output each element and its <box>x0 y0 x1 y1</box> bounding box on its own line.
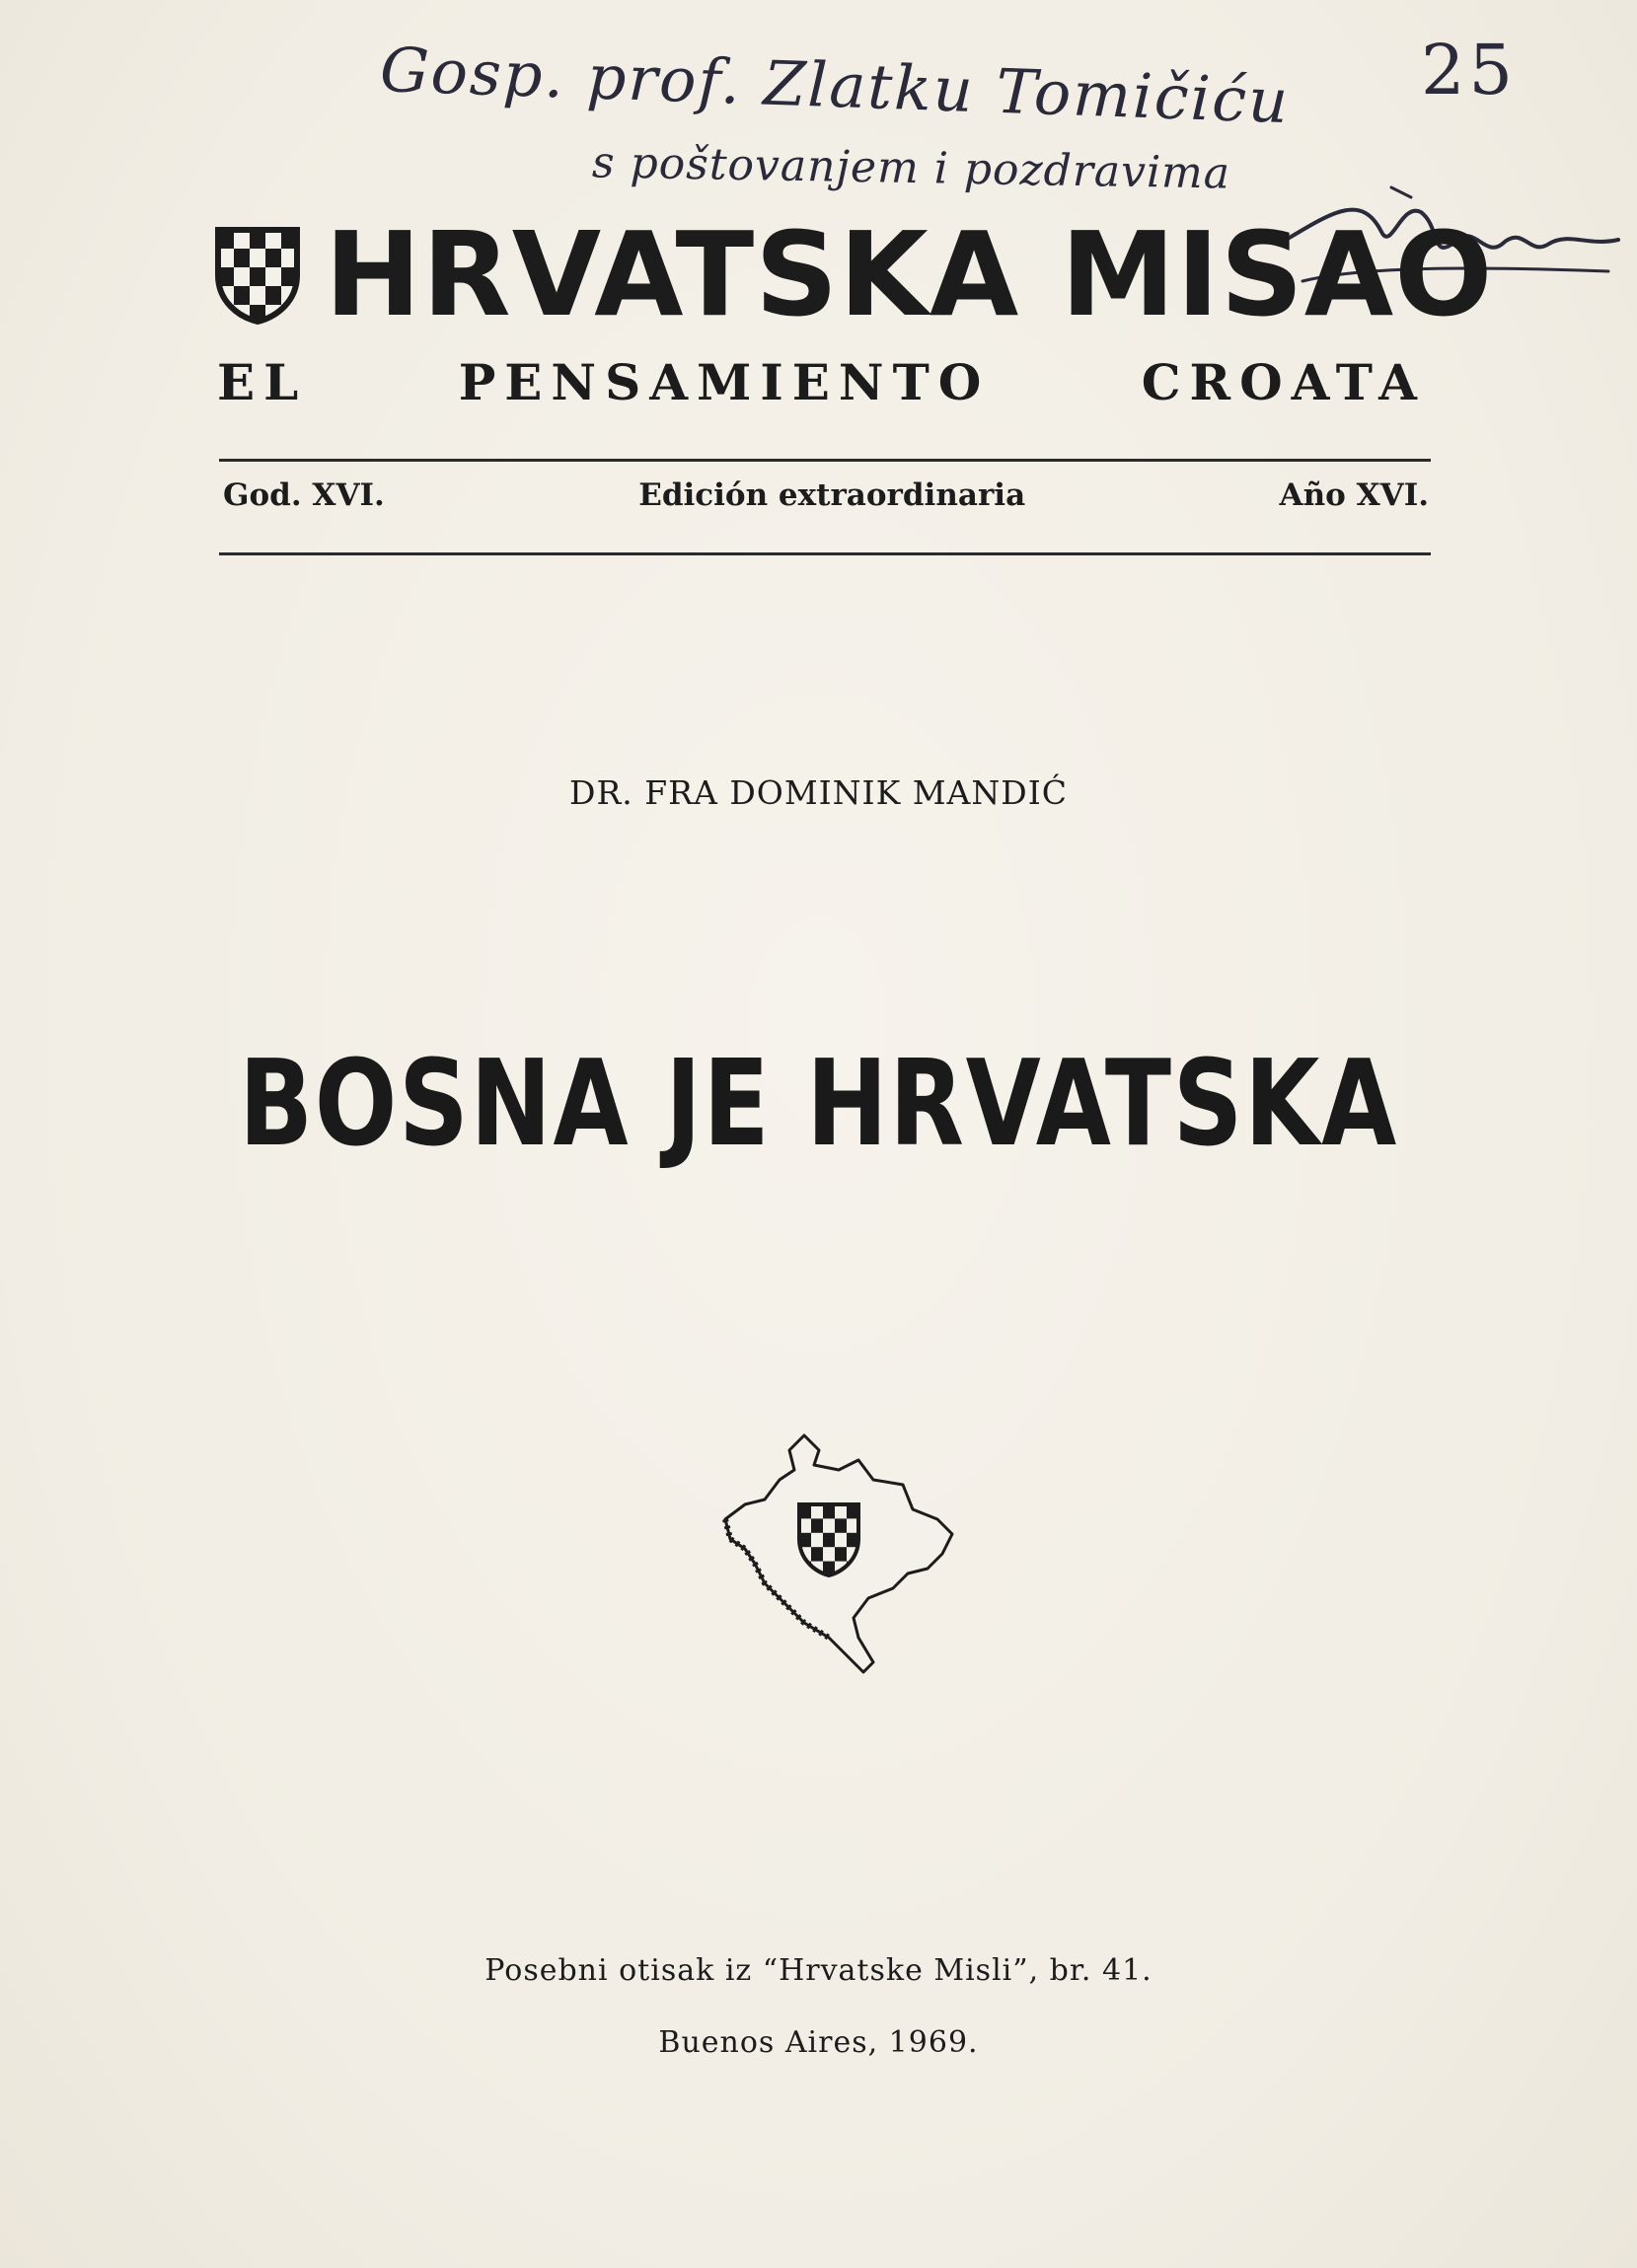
divider-bottom <box>219 552 1431 555</box>
issue-info-row <box>223 477 1429 513</box>
subtitle-word-2: PENSAMIENTO <box>458 353 991 411</box>
issue-edition: Edición extraordinaria <box>638 477 1026 513</box>
handwritten-number: 25 <box>1421 30 1518 110</box>
imprint-note: Posebni otisak iz “Hrvatske Misli”, br. 41. <box>484 1953 1153 1988</box>
handwritten-dedication-line1: Gosp. prof. Zlatku Tomičiću <box>379 33 1292 138</box>
map-emblem-icon <box>710 1426 967 1682</box>
coat-of-arms-icon <box>212 224 303 325</box>
issue-volume: God. XVI. <box>223 477 385 513</box>
issue-year: Año XVI. <box>1279 477 1429 513</box>
masthead <box>212 206 1494 342</box>
subtitle-word-1: EL <box>217 353 308 411</box>
masthead-subtitle <box>217 353 1426 411</box>
book-title: BOSNA JE HRVATSKA <box>239 1036 1398 1173</box>
masthead-title: HRVATSKA MISAO <box>325 206 1494 342</box>
imprint-place-year: Buenos Aires, 1969. <box>658 2025 979 2060</box>
subtitle-word-3: CROATA <box>1141 353 1426 411</box>
handwritten-dedication-line2: s poštovanjem i pozdravima <box>591 137 1231 199</box>
divider-top <box>219 459 1431 462</box>
author-name: DR. FRA DOMINIK MANDIĆ <box>569 773 1068 812</box>
